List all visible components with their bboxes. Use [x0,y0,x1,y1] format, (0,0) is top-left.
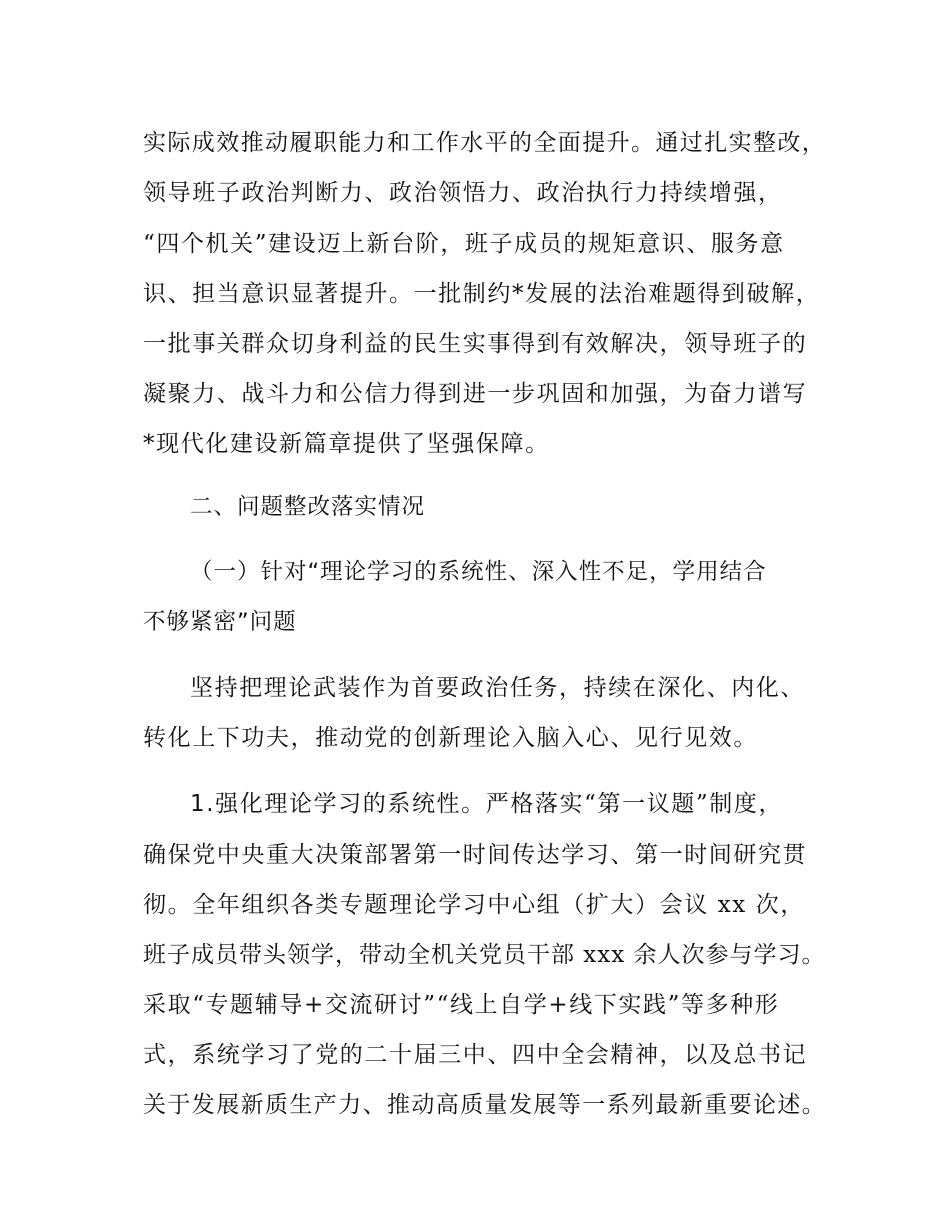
paragraph-line: 领导班子政治判断力、政治领悟力、政治执行力持续增强， [143,180,783,206]
paragraph-line: 彻。全年组织各类专题理论学习中心组（扩大）会议 xx 次， [143,892,805,918]
paragraph-line: “四个机关”建设迈上新台阶，班子成员的规矩意识、服务意 [143,231,785,257]
paragraph-line: 识、担当意识显著提升。一批制约*发展的法治难题得到破解， [143,281,821,307]
paragraph-line: *现代化建设新篇章提供了坚强保障。 [143,431,550,457]
paragraph-line: 班子成员带头领学，带动全机关党员干部 xxx 余人次参与学习。 [143,942,826,968]
item-lead: 1.强化理论学习的系统性。 [190,791,486,817]
paragraph-line: 确保党中央重大决策部署第一时间传达学习、第一时间研究贯 [143,842,808,868]
section-heading: 二、问题整改落实情况 [190,494,426,520]
paragraph-line: 关于发展新质生产力、推动高质量发展等一系列最新重要论述。 [143,1092,827,1118]
subheading-line: 不够紧密”问题 [143,609,297,635]
item-first-line [190,789,783,819]
paragraph-line: 式，系统学习了党的二十届三中、四中全会精神，以及总书记 [143,1042,808,1068]
paragraph-line: 一批事关群众切身利益的民生实事得到有效解决，领导班子的 [143,331,808,357]
subheading-line: （一）针对“理论学习的系统性、深入性不足，学用结合 [190,559,767,585]
item-first-line-rest: 严格落实“第一议题”制度， [485,791,784,817]
paragraph-line: 坚持把理论武装作为首要政治任务，持续在深化、内化、 [190,675,805,701]
paragraph-line: 凝聚力、战斗力和公信力得到进一步巩固和加强，为奋力谱写 [143,381,808,407]
paragraph-line: 实际成效推动履职能力和工作水平的全面提升。通过扎实整改， [143,130,827,156]
paragraph-line: 采取“专题辅导+交流研讨”“线上自学+线下实践”等多种形 [143,992,780,1018]
paragraph-line: 转化上下功夫，推动党的创新理论入脑入心、见行见效。 [143,725,758,751]
